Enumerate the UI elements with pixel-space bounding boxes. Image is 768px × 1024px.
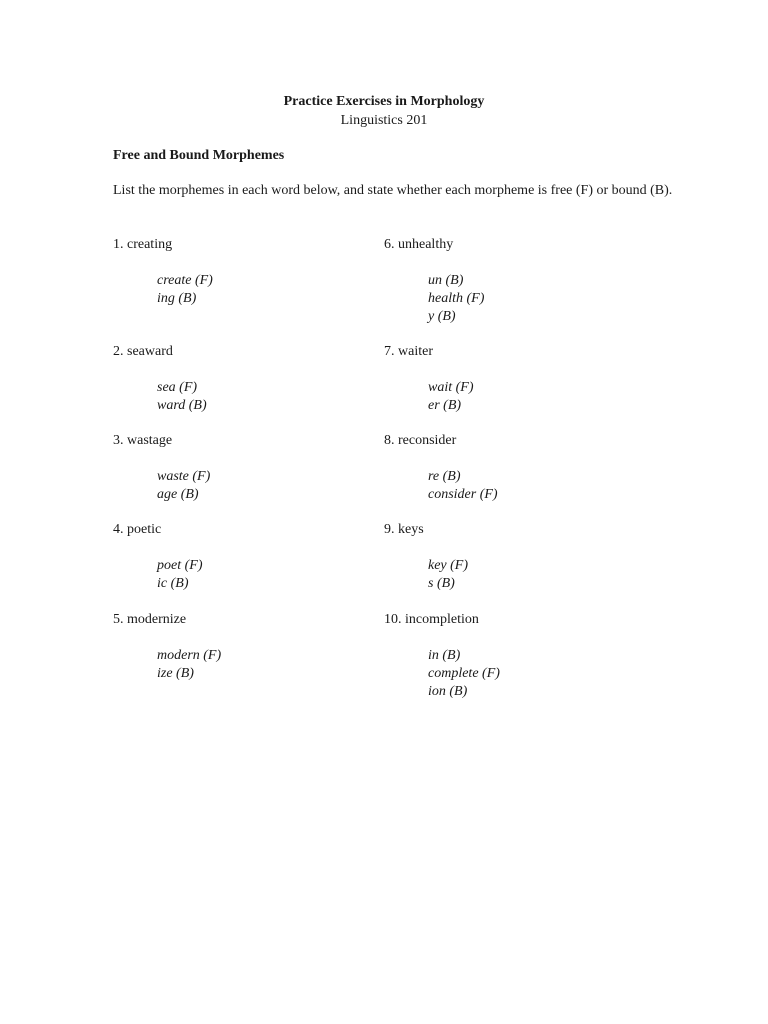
morpheme: ion (B) xyxy=(428,684,468,699)
instructions: List the morphemes in each word below, and state whether each morpheme is free (F) or bound (B). xyxy=(113,183,673,198)
morpheme: s (B) xyxy=(428,576,455,591)
morpheme: complete (F) xyxy=(428,666,500,681)
exercise-word: 5. modernize xyxy=(113,612,187,627)
morpheme: un (B) xyxy=(428,273,464,288)
exercise-item-3 xyxy=(113,432,373,504)
exercise-word: 9. keys xyxy=(384,522,424,537)
exercise-word: 6. unhealthy xyxy=(384,237,454,252)
exercise-item-4 xyxy=(113,521,373,593)
morpheme: in (B) xyxy=(428,648,461,663)
page-title: Practice Exercises in Morphology xyxy=(283,94,485,109)
morpheme-list xyxy=(157,557,373,593)
exercise-item-7 xyxy=(384,343,644,415)
morpheme: sea (F) xyxy=(157,380,198,395)
course-name: Linguistics 201 xyxy=(340,113,428,128)
morpheme: re (B) xyxy=(428,469,461,484)
exercise-word: 3. wastage xyxy=(113,433,173,448)
morpheme: waste (F) xyxy=(157,469,211,484)
morpheme: create (F) xyxy=(157,273,213,288)
morpheme: key (F) xyxy=(428,558,469,573)
morpheme: ing (B) xyxy=(157,291,197,306)
morpheme-list xyxy=(157,468,373,504)
exercise-word: 4. poetic xyxy=(113,522,162,537)
morpheme-list xyxy=(428,647,644,701)
morpheme-list xyxy=(428,272,644,326)
morpheme: wait (F) xyxy=(428,380,474,395)
exercise-word: 10. incompletion xyxy=(384,612,479,627)
exercise-item-6 xyxy=(384,236,644,326)
morpheme: ize (B) xyxy=(157,666,194,681)
section-heading: Free and Bound Morphemes xyxy=(113,148,285,163)
morpheme-list xyxy=(157,272,373,308)
morpheme: y (B) xyxy=(428,309,456,324)
morpheme: health (F) xyxy=(428,291,485,306)
exercise-word: 2. seaward xyxy=(113,344,173,359)
morpheme: poet (F) xyxy=(157,558,203,573)
exercise-word: 1. creating xyxy=(113,237,173,252)
exercise-word: 8. reconsider xyxy=(384,433,457,448)
exercise-item-1 xyxy=(113,236,373,308)
exercise-item-8 xyxy=(384,432,644,504)
morpheme: age (B) xyxy=(157,487,199,502)
morpheme-list xyxy=(428,468,644,504)
morpheme-list xyxy=(428,557,644,593)
morpheme: ward (B) xyxy=(157,398,207,413)
exercise-item-5 xyxy=(113,611,373,683)
exercise-item-10 xyxy=(384,611,644,701)
morpheme: ic (B) xyxy=(157,576,189,591)
morpheme-list xyxy=(157,647,373,683)
morpheme-list xyxy=(157,379,373,415)
morpheme-list xyxy=(428,379,644,415)
morpheme: consider (F) xyxy=(428,487,498,502)
morpheme: modern (F) xyxy=(157,648,222,663)
morpheme: er (B) xyxy=(428,398,462,413)
exercise-item-2 xyxy=(113,343,373,415)
exercise-item-9 xyxy=(384,521,644,593)
exercise-word: 7. waiter xyxy=(384,344,433,359)
